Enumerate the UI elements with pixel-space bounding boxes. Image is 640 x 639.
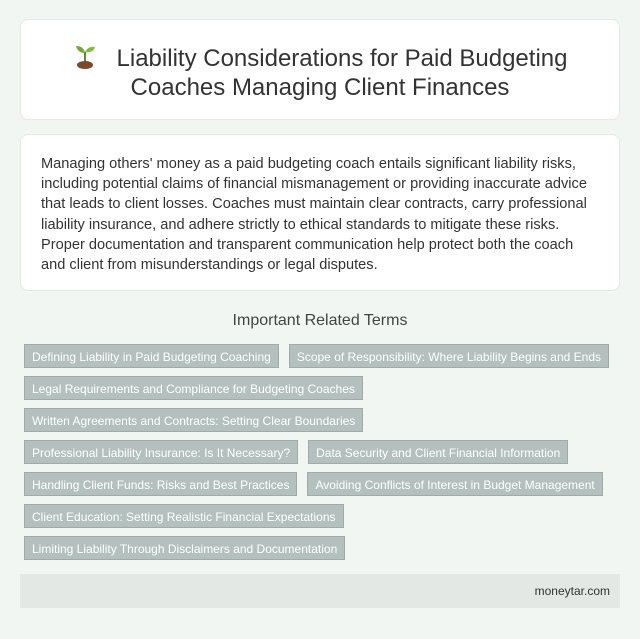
seedling-icon <box>73 42 97 70</box>
footer-site-link[interactable]: moneytar.com <box>534 584 610 598</box>
related-term-tag[interactable]: Handling Client Funds: Risks and Best Practices <box>24 472 297 496</box>
title-line-1: Liability Considerations for Paid Budgeting <box>116 45 568 72</box>
related-term-tag[interactable]: Limiting Liability Through Disclaimers and Documentation <box>24 536 345 560</box>
title-card <box>20 19 620 120</box>
description-card <box>20 134 620 291</box>
related-term-tag[interactable]: Professional Liability Insurance: Is It Necessary? <box>24 440 298 464</box>
description-text: Managing others' money as a paid budgeting coach entails significant liability risks, including potential claims of financial mismanagement or providing inaccurate advice that leads to client losses. Coaches must maintain clear contracts, carry professional liability insurance, and adhere strictly to ethical standards to mitigate these risks. Proper documentation and transparent communication help protect both the coach and client from misunderstandings or legal disputes. <box>41 156 587 274</box>
related-term-tag[interactable]: Scope of Responsibility: Where Liability Begins and Ends <box>289 344 609 368</box>
related-term-tag[interactable]: Defining Liability in Paid Budgeting Coaching <box>24 344 279 368</box>
related-term-tag[interactable]: Client Education: Setting Realistic Financial Expectations <box>24 504 344 528</box>
related-term-tag[interactable]: Avoiding Conflicts of Interest in Budget Management <box>307 472 602 496</box>
title-line-2: Coaches Managing Client Finances <box>130 74 510 101</box>
related-term-tag[interactable]: Written Agreements and Contracts: Setting Clear Boundaries <box>24 408 363 432</box>
related-terms-heading: Important Related Terms <box>232 312 408 329</box>
related-terms-list <box>24 344 624 568</box>
footer <box>20 574 620 608</box>
related-term-tag[interactable]: Legal Requirements and Compliance for Budgeting Coaches <box>24 376 363 400</box>
related-term-tag[interactable]: Data Security and Client Financial Information <box>308 440 568 464</box>
page-title <box>21 44 619 102</box>
